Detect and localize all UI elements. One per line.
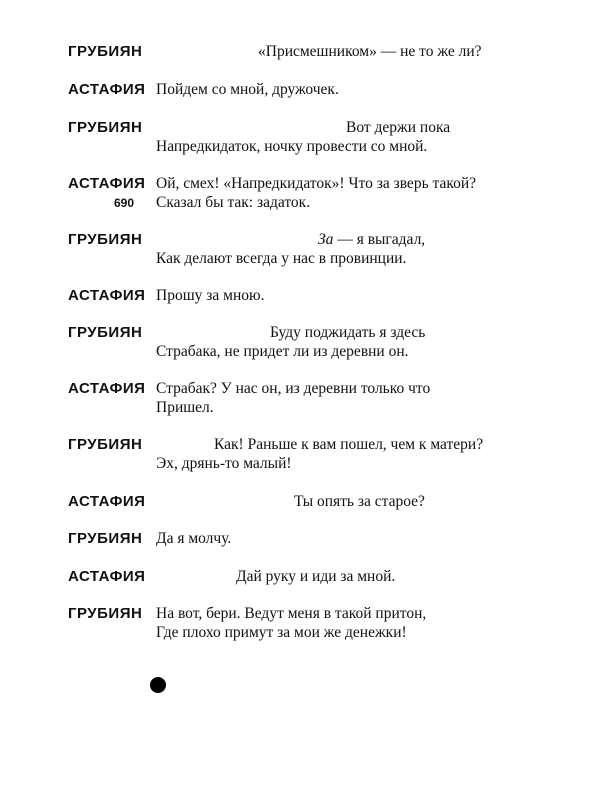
speaker-name: АСТАФИЯ bbox=[68, 493, 146, 510]
verse-text: Дай руку и иди за мной. bbox=[236, 568, 396, 585]
dialogue-line bbox=[0, 566, 600, 588]
dialogue-line bbox=[0, 192, 600, 214]
verse-text: Ой, смех! «Напредкидаток»! Что за зверь такой? bbox=[156, 175, 477, 192]
speaker-name: ГРУБИЯН bbox=[68, 436, 143, 453]
dialogue-line bbox=[0, 622, 600, 644]
verse-text: Страбак? У нас он, из деревни только что bbox=[156, 380, 431, 397]
verse-text: Сказал бы так: задаток. bbox=[156, 194, 311, 211]
line-number: 690 bbox=[114, 196, 135, 210]
speaker-name: ГРУБИЯН bbox=[68, 231, 143, 248]
dialogue-line bbox=[0, 41, 600, 63]
verse-text: Ты опять за старое? bbox=[294, 493, 425, 510]
dialogue-line bbox=[0, 453, 600, 475]
verse-text: На вот, бери. Ведут меня в такой притон, bbox=[156, 605, 427, 622]
speaker-name: ГРУБИЯН bbox=[68, 43, 143, 60]
speaker-name: ГРУБИЯН bbox=[68, 119, 143, 136]
verse-text: Пойдем со мной, дружочек. bbox=[156, 81, 339, 98]
verse-text: Буду поджидать я здесь bbox=[270, 324, 426, 341]
dialogue-line bbox=[0, 285, 600, 307]
speaker-name: АСТАФИЯ bbox=[68, 81, 146, 98]
verse-text: Где плохо примут за мои же денежки! bbox=[156, 624, 407, 641]
dialogue-line bbox=[0, 248, 600, 270]
speaker-name: АСТАФИЯ bbox=[68, 175, 146, 192]
verse-text: Вот держи пока bbox=[346, 119, 451, 136]
speaker-name: АСТАФИЯ bbox=[68, 568, 146, 585]
verse-text: Как! Раньше к вам пошел, чем к матери? bbox=[214, 436, 484, 453]
speaker-name: ГРУБИЯН bbox=[68, 605, 143, 622]
verse-text: Напредкидаток, ночку провести со мной. bbox=[156, 138, 428, 155]
verse-text: Да я молчу. bbox=[156, 530, 232, 547]
verse-text: Эх, дрянь-то малый! bbox=[156, 455, 292, 472]
verse-text: Прошу за мною. bbox=[156, 287, 265, 304]
dialogue-line bbox=[0, 341, 600, 363]
verse-text-italic: За bbox=[318, 231, 334, 248]
verse-text-rest: — я выгадал, bbox=[333, 231, 426, 248]
dialogue-line bbox=[0, 528, 600, 550]
verse-text: Страбака, не придет ли из деревни он. bbox=[156, 343, 409, 360]
speaker-name: ГРУБИЯН bbox=[68, 324, 143, 341]
end-mark-dot-icon bbox=[150, 677, 166, 693]
speaker-name: АСТАФИЯ bbox=[68, 380, 146, 397]
verse-text: «Присмешником» — не то же ли? bbox=[258, 43, 482, 60]
dialogue-line bbox=[0, 491, 600, 513]
dialogue-line bbox=[0, 397, 600, 419]
speaker-name: ГРУБИЯН bbox=[68, 530, 143, 547]
dialogue-line bbox=[0, 79, 600, 101]
dialogue-line bbox=[0, 136, 600, 158]
speaker-name: АСТАФИЯ bbox=[68, 287, 146, 304]
verse-text: Как делают всегда у нас в провинции. bbox=[156, 250, 407, 267]
verse-text: Пришел. bbox=[156, 399, 214, 416]
